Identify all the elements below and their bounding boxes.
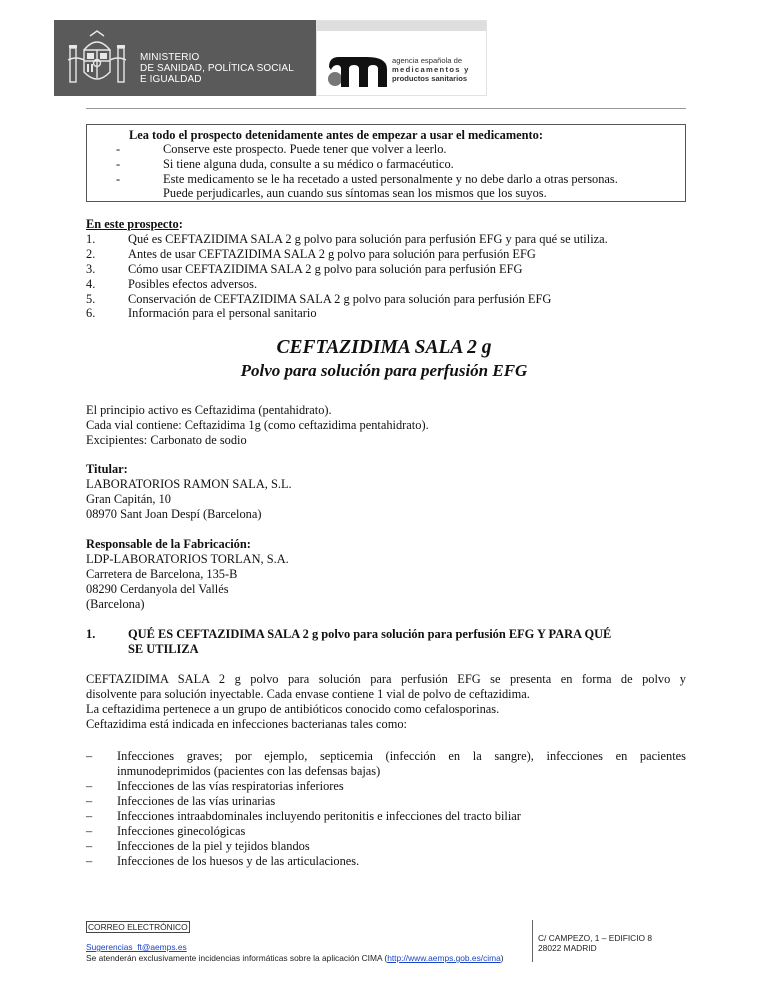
address-line: C/ CAMPEZO, 1 – EDIFICIO 8 bbox=[538, 933, 653, 943]
agency-line-1: agencia española de bbox=[392, 56, 463, 65]
warning-title: Lea todo el prospecto detenidamente antes de empezar a usar el medicamento: bbox=[129, 128, 543, 142]
agency-logo-band bbox=[317, 21, 486, 31]
manufacturer-line: 08290 Cerdanyola del Vallés bbox=[86, 582, 229, 596]
email-link[interactable]: Sugerencias_ft@aemps.es bbox=[86, 942, 187, 952]
warning-text: Si tiene alguna duda, consulte a su médico o farmacéutico. bbox=[163, 157, 454, 171]
section-paragraph-line: Ceftazidima está indicada en infecciones bacterianas tales como: bbox=[86, 717, 407, 731]
agency-name bbox=[392, 56, 470, 83]
ministry-logo-block bbox=[54, 20, 316, 96]
manufacturer-label: Responsable de la Fabricación: bbox=[86, 537, 251, 551]
cima-link[interactable]: http://www.aemps.gob.es/cima bbox=[387, 953, 501, 963]
product-title: CEFTAZIDIMA SALA 2 g bbox=[276, 337, 492, 358]
email-label: CORREO ELECTRÓNICO bbox=[88, 922, 188, 932]
section-heading-continuation: SE UTILIZA bbox=[128, 642, 199, 656]
indication-bullet: – bbox=[86, 839, 93, 853]
ministry-name bbox=[140, 52, 294, 85]
composition-line: Cada vial contiene: Ceftazidima 1g (como ceftazidima pentahidrato). bbox=[86, 418, 429, 432]
warning-text: Este medicamento se le ha recetado a usted personalmente y no debe darlo a otras personas. bbox=[163, 172, 618, 186]
indication-text: Infecciones ginecológicas bbox=[117, 824, 246, 838]
warning-bullet: - bbox=[116, 142, 121, 156]
holder-line: 08970 Sant Joan Despí (Barcelona) bbox=[86, 507, 262, 521]
contents-num: 4. bbox=[86, 277, 96, 291]
agency-logo-block bbox=[316, 20, 487, 96]
warning-box bbox=[86, 124, 686, 202]
product-subtitle: Polvo para solución para perfusión EFG bbox=[240, 361, 528, 380]
section-number: 1. bbox=[86, 627, 96, 641]
manufacturer-line: (Barcelona) bbox=[86, 597, 145, 611]
contents-text: Conservación de CEFTAZIDIMA SALA 2 g polvo para solución para perfusión EFG bbox=[128, 292, 552, 306]
manufacturer-line: LDP-LABORATORIOS TORLAN, S.A. bbox=[86, 552, 289, 566]
address-line: 28022 MADRID bbox=[538, 943, 597, 953]
holder-label: Titular: bbox=[86, 462, 128, 476]
contents-text: Posibles efectos adversos. bbox=[128, 277, 258, 291]
warning-text: Conserve este prospecto. Puede tener que volver a leerlo. bbox=[163, 142, 447, 156]
indication-continuation: inmunodeprimidos (pacientes con las defensas bajas) bbox=[117, 764, 381, 778]
indication-text: Infecciones de las vías respiratorias inferiores bbox=[117, 779, 344, 793]
footer-address bbox=[538, 933, 652, 953]
indication-text: Infecciones graves; por ejemplo, septicemia (infección en la sangre), infecciones en pacientes bbox=[117, 749, 686, 763]
contents-heading-text: En este prospecto bbox=[86, 217, 179, 231]
cima-notice-suffix: ) bbox=[500, 953, 504, 963]
indication-bullet: – bbox=[86, 824, 93, 838]
section-paragraph-line: CEFTAZIDIMA SALA 2 g polvo para solución para perfusión EFG se presenta en forma de polvo y bbox=[86, 672, 686, 686]
contents-num: 3. bbox=[86, 262, 96, 276]
section-paragraph-line: disolvente para solución inyectable. Cada envase contiene 1 vial de polvo de ceftazidima. bbox=[86, 687, 530, 701]
contents-num: 5. bbox=[86, 292, 96, 306]
manufacturer-line: Carretera de Barcelona, 135-B bbox=[86, 567, 238, 581]
agency-line-3: productos sanitarios bbox=[392, 74, 468, 83]
agency-line-2: medicamentos y bbox=[392, 65, 470, 74]
warning-bullet: - bbox=[116, 157, 121, 171]
indication-bullet: – bbox=[86, 749, 93, 763]
indication-bullet: – bbox=[86, 779, 93, 793]
contents-text: Información para el personal sanitario bbox=[128, 306, 317, 320]
cima-notice bbox=[86, 953, 504, 963]
contents-heading-colon: : bbox=[178, 217, 183, 231]
warning-bullet: - bbox=[116, 172, 121, 186]
section-heading: QUÉ ES CEFTAZIDIMA SALA 2 g polvo para solución para perfusión EFG Y PARA QUÉ bbox=[128, 627, 612, 641]
ministry-line-3: E IGUALDAD bbox=[140, 74, 202, 85]
cima-notice-text: Se atenderán exclusivamente incidencias informáticas sobre la aplicación CIMA ( bbox=[86, 953, 388, 963]
holder-line: LABORATORIOS RAMON SALA, S.L. bbox=[86, 477, 292, 491]
section-paragraph-line: La ceftazidima pertenece a un grupo de antibióticos conocido como cefalosporinas. bbox=[86, 702, 500, 716]
contents-num: 6. bbox=[86, 306, 96, 320]
footer-divider bbox=[532, 920, 533, 962]
indication-text: Infecciones de los huesos y de las articulaciones. bbox=[117, 854, 360, 868]
warning-text: Puede perjudicarles, aun cuando sus síntomas sean los mismos que los suyos. bbox=[163, 186, 547, 200]
composition-line: El principio activo es Ceftazidima (pentahidrato). bbox=[86, 403, 332, 417]
ministry-line-1: MINISTERIO bbox=[140, 52, 200, 63]
indication-text: Infecciones intraabdominales incluyendo peritonitis e infecciones del tracto biliar bbox=[117, 809, 521, 823]
contents-heading bbox=[86, 217, 183, 232]
indication-text: Infecciones de la piel y tejidos blandos bbox=[117, 839, 310, 853]
coat-of-arms-icon bbox=[66, 30, 128, 88]
indication-bullet: – bbox=[86, 854, 93, 868]
indication-text: Infecciones de las vías urinarias bbox=[117, 794, 276, 808]
aemps-am-logo-icon bbox=[327, 53, 389, 87]
header-divider bbox=[86, 108, 686, 109]
indication-bullet: – bbox=[86, 794, 93, 808]
contents-num: 2. bbox=[86, 247, 96, 261]
composition-line: Excipientes: Carbonato de sodio bbox=[86, 433, 247, 447]
indication-bullet: – bbox=[86, 809, 93, 823]
ministry-line-2: DE SANIDAD, POLÍTICA SOCIAL bbox=[140, 63, 294, 74]
contents-text: Cómo usar CEFTAZIDIMA SALA 2 g polvo para solución para perfusión EFG bbox=[128, 262, 523, 276]
contents-text: Qué es CEFTAZIDIMA SALA 2 g polvo para solución para perfusión EFG y para qué se utiliza. bbox=[128, 232, 608, 246]
contents-text: Antes de usar CEFTAZIDIMA SALA 2 g polvo para solución para perfusión EFG bbox=[128, 247, 536, 261]
contents-num: 1. bbox=[86, 232, 96, 246]
holder-line: Gran Capitán, 10 bbox=[86, 492, 171, 506]
